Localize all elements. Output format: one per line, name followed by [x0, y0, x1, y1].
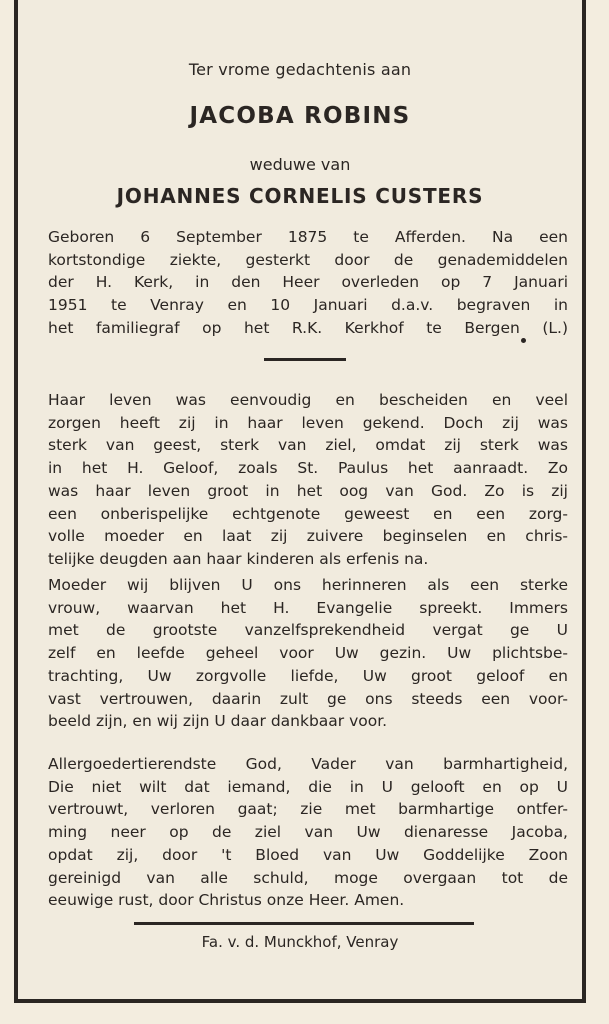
- memorial-card: [14, 0, 586, 1003]
- text-line: telijke deugden aan haar kinderen als erfenis na.: [48, 549, 429, 568]
- text-line: sterk van geest, sterk van ziel, omdat zij sterk was: [48, 436, 568, 455]
- text-line: eeuwige rust, door Christus onze Heer. Amen.: [48, 891, 405, 910]
- text-line: Moeder wij blijven U ons herinneren als een sterke: [48, 576, 568, 594]
- text-line: vast vertrouwen, daarin zult ge ons steeds een voor-: [48, 689, 568, 708]
- text-line: beeld zijn, en wij zijn U daar dankbaar voor.: [48, 712, 388, 731]
- text-line: met de grootste vanzelfsprekendheid vergat ge U: [48, 621, 568, 640]
- text-line: trachting, Uw zorgvolle liefde, Uw groot geloof en: [48, 666, 568, 685]
- text-line: vertrouwt, verloren gaat; zie met barmhartige ontfer-: [48, 800, 568, 819]
- text-line: Allergoedertierendste God, Vader van barmhartigheid,: [48, 755, 568, 773]
- paragraph-biography: [48, 226, 568, 340]
- text-line: kortstondige ziekte, gesterkt door de genademiddelen: [48, 250, 568, 269]
- divider-long: [134, 922, 474, 925]
- text-line: volle moeder en laat zij zuivere beginselen en chris-: [48, 527, 568, 546]
- text-line: zorgen heeft zij in haar leven gekend. Doch zij was: [48, 413, 568, 432]
- text-line: opdat zij, door 't Bloed van Uw Goddelijke Zoon: [48, 845, 568, 864]
- intro-line: Ter vrome gedachtenis aan: [188, 60, 412, 79]
- text-line: in het H. Geloof, zoals St. Paulus het aanraadt. Zo: [48, 459, 568, 478]
- text-line: was haar leven groot in het oog van God. Zo is zij: [48, 481, 568, 500]
- text-line: een onberispelijke echtgenote geweest en een zorg-: [48, 504, 568, 523]
- paragraph-prayer: [48, 753, 568, 912]
- ink-dot: [521, 338, 526, 343]
- widow-of-line: weduwe van: [249, 155, 351, 174]
- text-line: vrouw, waarvan het H. Evangelie spreekt. Immers: [48, 598, 568, 617]
- text-line: der H. Kerk, in den Heer overleden op 7 Januari: [48, 273, 568, 292]
- text-line: 1951 te Venray en 10 Januari d.a.v. begraven in: [48, 296, 568, 315]
- text-line: Haar leven was eenvoudig en bescheiden en veel: [48, 391, 568, 409]
- text-line: het familiegraf op het R.K. Kerkhof te Bergen (L.): [48, 318, 568, 337]
- text-line: gereinigd van alle schuld, moge overgaan tot de: [48, 868, 568, 887]
- text-line: ming neer op de ziel van Uw dienaresse Jacoba,: [48, 823, 568, 842]
- paragraph-life: [48, 389, 568, 571]
- text-line: Geboren 6 September 1875 te Afferden. Na een: [48, 228, 568, 246]
- printer-credit: Fa. v. d. Munckhof, Venray: [201, 933, 399, 951]
- text-line: Die niet wilt dat iemand, die in U gelooft en op U: [48, 777, 568, 796]
- deceased-name: JACOBA ROBINS: [189, 103, 411, 129]
- divider-short: [264, 358, 346, 361]
- paragraph-mother: [48, 574, 568, 733]
- husband-name: JOHANNES CORNELIS CUSTERS: [116, 184, 484, 208]
- text-line: zelf en leefde geheel voor Uw gezin. Uw plichtsbe-: [48, 644, 568, 663]
